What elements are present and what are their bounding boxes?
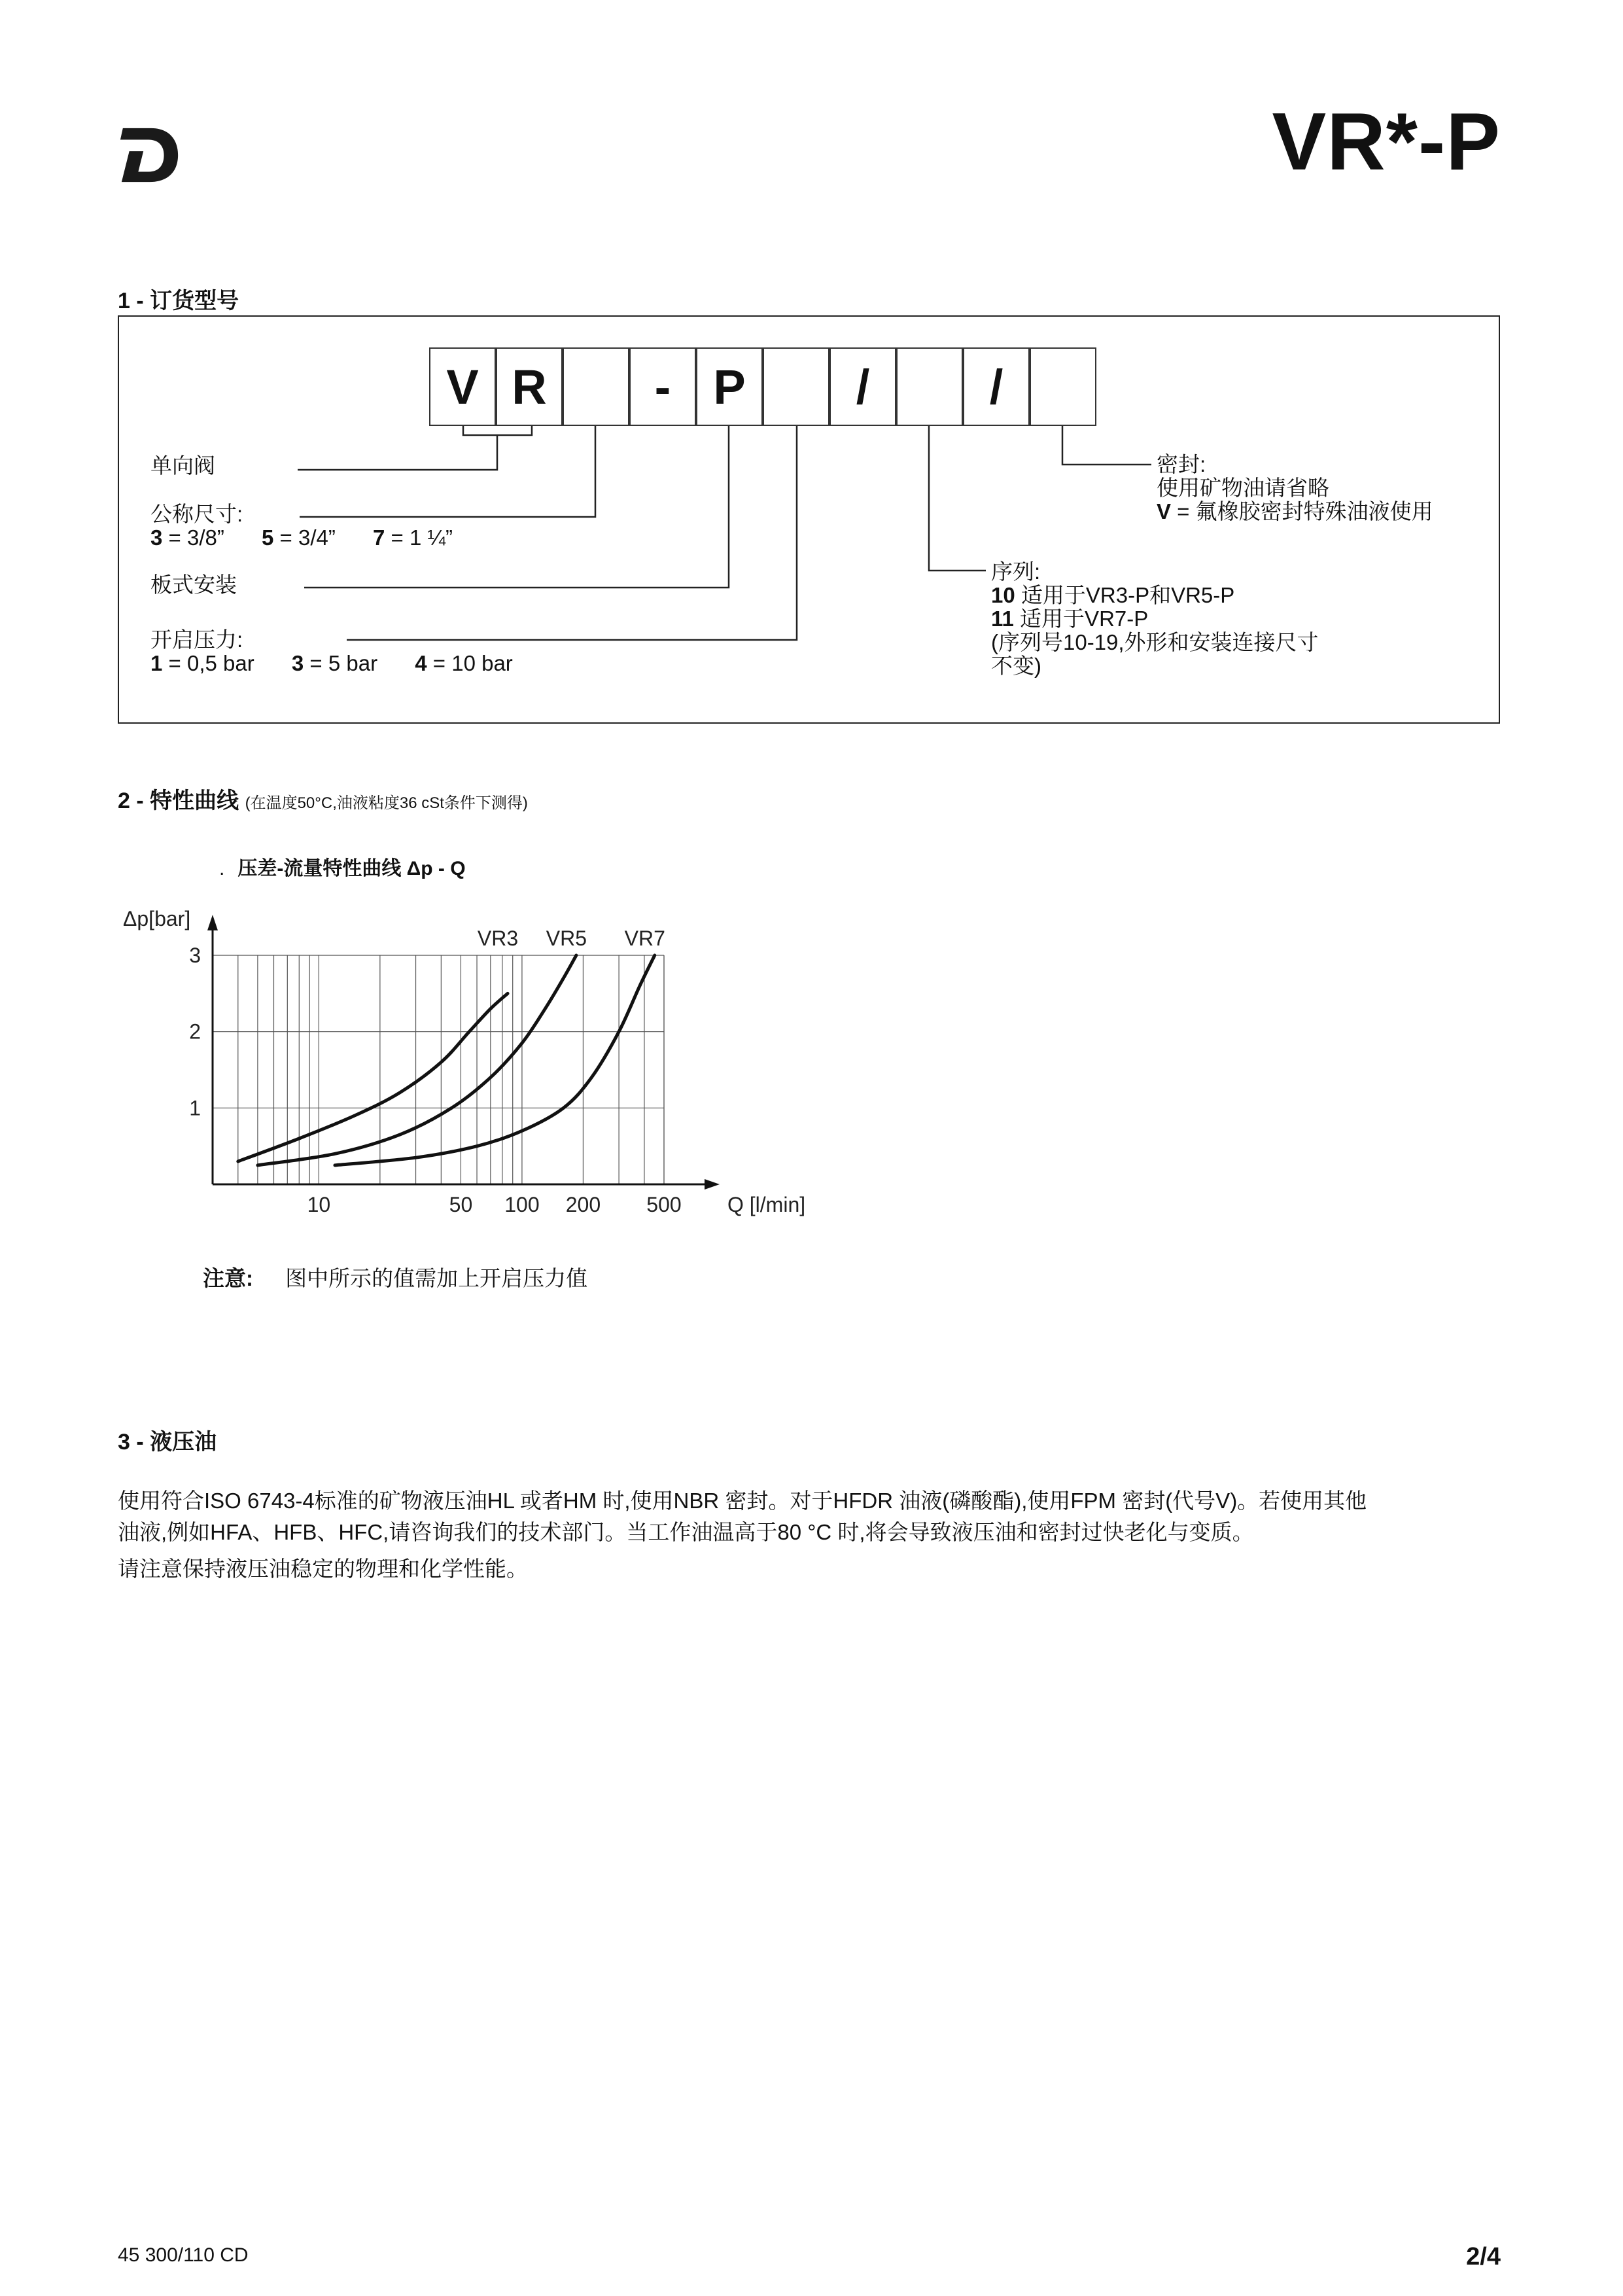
seal-option-v: V = 氟橡胶密封特殊油液使用 (1157, 499, 1433, 523)
nominal-size-options (150, 526, 453, 550)
order-code-cell (563, 347, 629, 426)
section-2-subtitle: (在温度50°C,油液粘度36 cSt条件下测得) (245, 794, 528, 812)
size-option-3: 3 = 3/8” (150, 525, 224, 550)
y-tick-label: 3 (189, 944, 201, 967)
check-valve-label: 单向阀 (150, 453, 215, 478)
y-axis-label: Δp[bar] (123, 907, 191, 930)
order-code-cell: - (629, 347, 696, 426)
series-10: 10 适用于VR3-P和VR5-P (991, 583, 1235, 607)
series-note-line2: 不变) (991, 654, 1041, 678)
series-label-vr7: VR7 (624, 927, 665, 950)
y-tick-label: 1 (189, 1096, 201, 1120)
crack-option-1: 1 = 0,5 bar (150, 651, 254, 675)
crack-option-3: 3 = 5 bar (291, 651, 378, 675)
document-title: VR*-P (1272, 97, 1501, 187)
plate-mount-label: 板式安装 (150, 573, 237, 597)
note-text: 图中所示的值需加上开启压力值 (285, 1266, 588, 1290)
series-line-vr3 (238, 993, 508, 1161)
x-tick-label: 10 (307, 1193, 331, 1216)
document-code: 45 300/110 CD (118, 2244, 249, 2266)
hydraulic-oil-note: 请注意保持液压油稳定的物理和化学性能。 (118, 1557, 528, 1581)
series-label-vr3: VR3 (477, 927, 519, 950)
size-option-5: 5 = 3/4” (262, 525, 336, 550)
x-tick-label: 500 (646, 1193, 682, 1216)
series-title: 序列: (991, 559, 1041, 584)
y-axis-arrow (207, 915, 218, 930)
hydraulic-oil-paragraph (118, 1485, 1505, 1548)
order-code-cell: R (496, 347, 563, 426)
x-axis-label: Q [l/min] (727, 1193, 806, 1216)
y-tick-label: 2 (189, 1019, 201, 1044)
pressure-flow-chart (111, 896, 818, 1237)
paragraph-line-1: 使用符合ISO 6743-4标准的矿物液压油HL 或者HM 时,使用NBR 密封。对于HFDR 油液(磷酸酯),使用FPM 密封(代号V)。若使用其他 (118, 1489, 1367, 1513)
nominal-size-title: 公称尺寸: (150, 502, 243, 526)
x-tick-label: 50 (449, 1193, 473, 1216)
series-11: 11 适用于VR7-P (991, 607, 1149, 631)
cracking-pressure-options (150, 652, 513, 675)
company-logo-icon (118, 123, 182, 187)
x-tick-label: 200 (565, 1193, 601, 1216)
section-3-title: 3 - 液压油 (118, 1430, 217, 1455)
x-axis-arrow (705, 1179, 720, 1190)
series-label-vr5: VR5 (546, 927, 587, 950)
size-option-7: 7 = 1 ¼” (373, 525, 453, 550)
page-number: 2/4 (1466, 2243, 1501, 2270)
order-code-cell (763, 347, 829, 426)
seal-mineral-oil: 使用矿物油请省略 (1157, 476, 1329, 500)
seal-title: 密封: (1157, 452, 1206, 476)
order-code-cell: P (696, 347, 763, 426)
cracking-pressure-title: 开启压力: (150, 627, 243, 652)
x-tick-label: 100 (504, 1193, 540, 1216)
chart-title: . 压差-流量特性曲线 Δp - Q (219, 858, 466, 879)
section-2-title: 2 - 特性曲线 (在温度50°C,油液粘度36 cSt条件下测得) (118, 788, 528, 813)
order-code-cell: / (829, 347, 896, 426)
paragraph-line-2: 油液,例如HFA、HFB、HFC,请咨询我们的技术部门。当工作油温高于80 °C 时,将会导致液压油和密封过快老化与变质。 (118, 1520, 1254, 1544)
crack-option-4: 4 = 10 bar (415, 651, 513, 675)
order-code-cell (1030, 347, 1096, 426)
order-code-cell: V (429, 347, 496, 426)
note-label: 注意: (203, 1266, 253, 1290)
series-note-line1: (序列号10-19,外形和安装连接尺寸 (991, 630, 1319, 654)
order-code-cell: / (963, 347, 1030, 426)
chart-note (203, 1262, 587, 1292)
section-1-title: 1 - 订货型号 (118, 289, 239, 313)
series-line-vr7 (335, 955, 655, 1165)
order-code-cell (896, 347, 963, 426)
series-line-vr5 (258, 955, 576, 1165)
